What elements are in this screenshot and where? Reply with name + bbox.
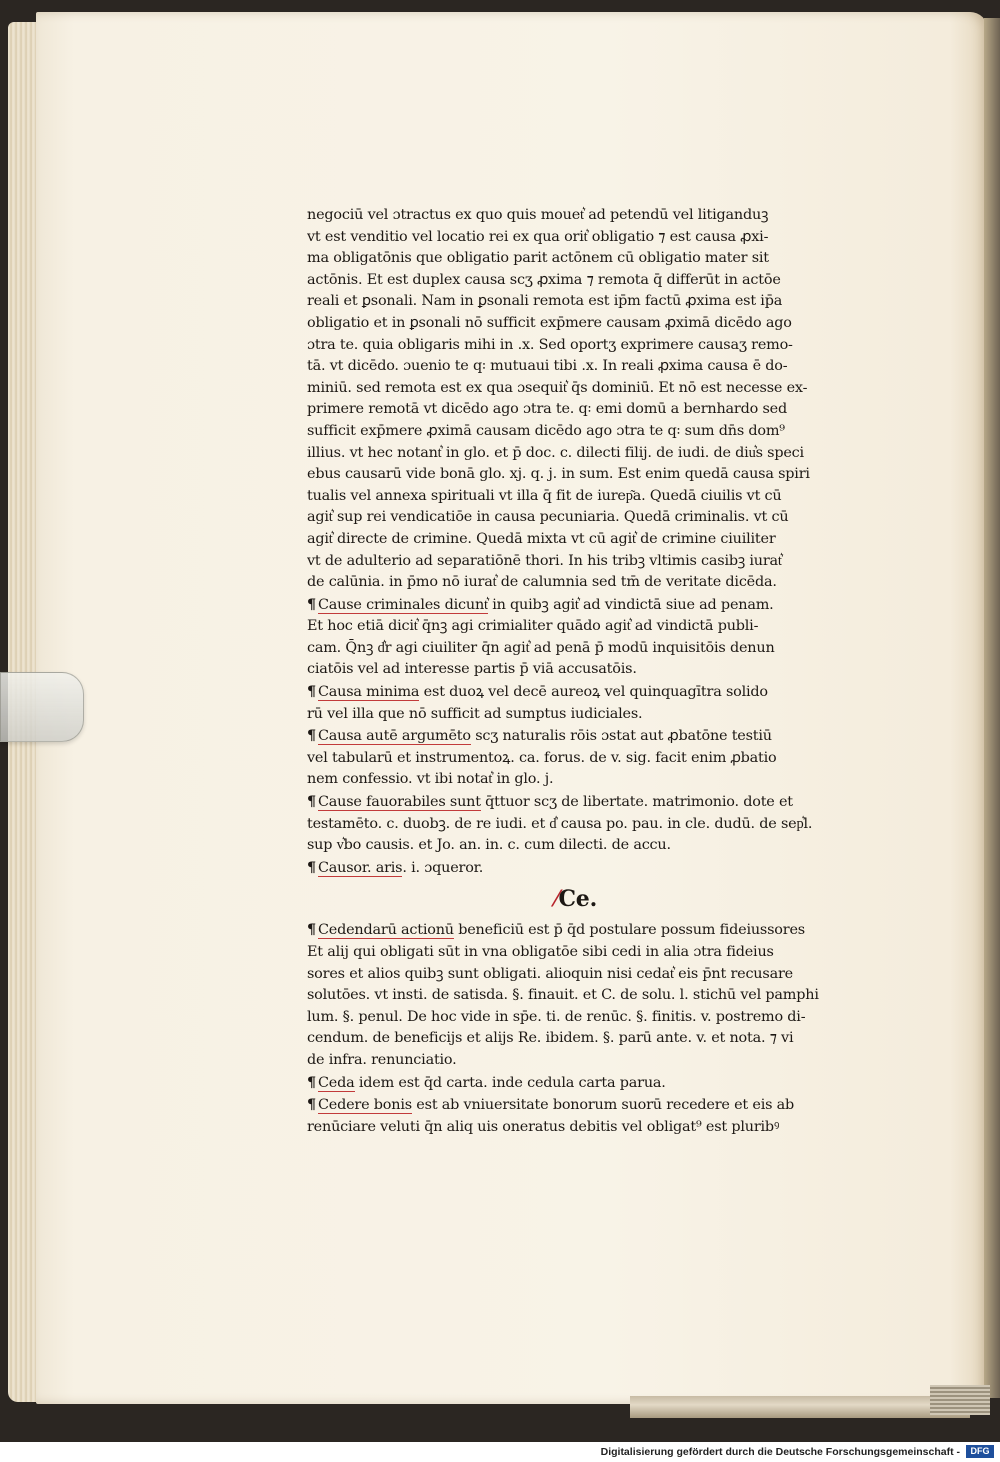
line-text: obligatio et in ꝑsonali nō sufficit exp̄mere causam ꝓximā dicēdo ago [307, 314, 792, 331]
paragraph-mark-icon: ¶ [307, 595, 316, 613]
text-line [307, 681, 907, 704]
line-text: cendum. de beneficijs et alijs Re. ibidem. §. parū ante. v. et nota. ⁊ vi [307, 1030, 794, 1047]
text-line [307, 964, 907, 986]
text-line [307, 486, 907, 508]
dfg-logo: DFG [966, 1445, 994, 1458]
line-text: reali et ꝑsonali. Nam in ꝑsonali remota est ip̄m factū ꝓxima est ip̄a [307, 293, 783, 310]
line-text: solutōes. vt insti. de satisda. §. finauit. et C. de solu. l. stichū vel pamphi [307, 987, 819, 1004]
paragraph-mark-icon: ¶ [307, 793, 316, 811]
paragraph-mark-icon: ¶ [307, 727, 316, 745]
text-line [307, 659, 907, 681]
line-text: primere remotā vt dicēdo ago ɔtra te. q꞉ emi domū a bernhardo sed [307, 401, 787, 418]
text-line [307, 507, 907, 529]
line-text: lum. §. penul. De hoc vide in sp̄e. ti. de renūc. §. finitis. v. postremo di- [307, 1008, 806, 1025]
text-line [307, 791, 907, 814]
text-line [307, 814, 907, 836]
text-line [307, 291, 907, 313]
text-line [307, 638, 907, 660]
line-text: cam. Q̄nꝫ d͛r agi ciuiliter q̄n agit͛ ad penā p̄ modū inquisitōis denun [307, 639, 775, 656]
text-line [307, 919, 907, 942]
line-text: scʒ naturalis rōis ɔstat aut ꝓbatōne testiū [470, 728, 772, 745]
text-line [307, 572, 907, 594]
binding-strip [930, 1385, 990, 1415]
text-line [307, 942, 907, 964]
text-line [307, 748, 907, 770]
line-text: idem est q̄d carta. inde cedula carta parua. [354, 1074, 666, 1091]
text-line [307, 1007, 907, 1029]
line-text: tualis vel annexa spirituali vt illa q̄ fit de iurep͂a. Quedā ciuilis vt cū [307, 487, 782, 504]
section-heading-text: Ce. [558, 886, 598, 913]
red-initial-icon: ⁄ [555, 886, 559, 913]
line-text: sores et alios quibꝫ sunt obligati. alioquin nisi cedat͛ eis p̄nt recusare [307, 965, 793, 982]
rubricated-lemma: Causa minima [317, 684, 420, 701]
text-line [307, 270, 907, 292]
line-text: q̄ttuor scʒ de libertate. matrimonio. dote et [480, 794, 793, 811]
text-line [307, 1072, 907, 1095]
rubricated-lemma: Cedere bonis [317, 1097, 412, 1114]
line-text: vt est venditio vel locatio rei ex qua orit͛ obligatio ⁊ est causa ꝓxi- [307, 228, 769, 245]
line-text: testamēto. c. duobꝫ. de re iudi. et d͛ causa po. pau. in cle. dudū. de sep͛l. [307, 815, 813, 832]
incunable-text-column [307, 205, 907, 1138]
line-text: miniū. sed remota est ex qua ɔsequit͛ q̄s dominiū. Et nō est necesse ex- [307, 379, 808, 396]
text-line [307, 985, 907, 1007]
text-line [307, 205, 907, 227]
line-text: agit͛ directe de crimine. Quedā mixta vt cū agit͛ de crimine ciuiliter [307, 530, 776, 547]
text-line [307, 529, 907, 551]
line-text: est ab vniuersitate bonorum suorū recedere et eis ab [411, 1097, 795, 1114]
text-line [307, 857, 907, 880]
line-text: de calūnia. in p̄mo nō iurat͛ de calumnia sed tm̄ de veritate dicēda. [307, 574, 777, 591]
rubricated-lemma: Causor. aris [317, 859, 403, 876]
text-line [307, 1028, 907, 1050]
line-text: vt de adulterio ad separatiōnē thori. In his tribꝫ vltimis casibꝫ iurat͛ [307, 552, 782, 569]
text-line [307, 594, 907, 617]
paragraph-mark-icon: ¶ [307, 1073, 316, 1091]
line-text: vel tabularū et instrumentoꝝ. ca. forus. de v. sig. facit enim ꝓbatio [307, 749, 777, 766]
text-line [307, 464, 907, 486]
line-text: beneficiū est p̄ q̄d postulare possum fideiussores [453, 922, 805, 939]
paragraph-mark-icon: ¶ [307, 921, 316, 939]
text-line [307, 227, 907, 249]
text-line [307, 248, 907, 270]
line-text: sufficit exp̄mere ꝓximā causam dicēdo ago ɔtra te q꞉ sum dn̄s dom⁹ [307, 422, 785, 439]
line-text: de infra. renunciatio. [307, 1051, 457, 1068]
text-line [307, 356, 907, 378]
line-text: Et alij qui obligati sūt in vna obligatōe sibi cedi in alia ɔtra fideius [307, 944, 774, 960]
text-line [307, 378, 907, 400]
text-line [307, 551, 907, 573]
right-binding-shadow [984, 18, 1000, 1398]
line-text: renūciare veluti q̄n aliq uis oneratus debitis vel obligat⁹ est pluribꝰ [307, 1118, 780, 1135]
text-line [307, 725, 907, 748]
page-clip [0, 672, 84, 742]
bottom-page-edge [630, 1396, 970, 1418]
paragraph-mark-icon: ¶ [307, 858, 316, 876]
line-text: ɔtra te. quia obligaris mihi in .x. Sed oportʒ exprimere causaʒ remo- [307, 336, 793, 353]
text-line [307, 769, 907, 791]
line-text: . i. ɔqueror. [402, 859, 484, 876]
line-text: est duoꝝ vel decē aureoꝝ vel quinquagītra solido [419, 684, 768, 701]
text-line [307, 313, 907, 335]
line-text: actōnis. Et est duplex causa scʒ ꝓxima ⁊ remota q̄ differūt in actōe [307, 271, 781, 288]
text-line [307, 335, 907, 357]
line-text: illius. vt hec notant͛ in glo. et p̄ doc. c. dilecti filij. de iudi. de diu͛s speci [307, 444, 804, 461]
rubricated-lemma: Cause fauorabiles sunt [317, 794, 481, 811]
text-line [307, 1117, 907, 1139]
text-line [307, 1050, 907, 1072]
line-text: Et hoc etiā dicit͛ q̄nꝫ agi crimialiter quādo agit͛ ad vindictā publi- [307, 618, 759, 635]
text-line [307, 704, 907, 726]
text-line [307, 443, 907, 465]
line-text: tā. vt dicēdo. ɔuenio te q꞉ mutuaui tibi .x. In reali ꝓxima causa ē do- [307, 358, 788, 375]
funding-credit: Digitalisierung gefördert durch die Deutsche Forschungsgemeinschaft - [600, 1446, 960, 1458]
line-text: in quibꝫ agit͛ ad vindictā siue ad penam. [487, 596, 774, 613]
rubricated-lemma: Ceda [317, 1074, 355, 1091]
text-line [307, 421, 907, 443]
rubricated-lemma: Cedendarū actionū [317, 922, 454, 939]
line-text: negociū vel ɔtractus ex quo quis mouet͛ ad petendū vel litiganduꝫ [307, 207, 769, 223]
line-text: ma obligatōnis que obligatio parit actōnem cū obligatio mater sit [307, 250, 769, 267]
text-line [307, 616, 907, 638]
text-line [307, 399, 907, 421]
rubricated-lemma: Causa autē argumēto [317, 728, 471, 745]
line-text: nem confessio. vt ibi notat͛ in glo. j. [307, 771, 554, 788]
paragraph-mark-icon: ¶ [307, 1096, 316, 1114]
line-text: ciatōis vel ad interesse partis p̄ viā accusatōis. [307, 661, 637, 678]
text-line [307, 835, 907, 857]
line-text: ebus causarū vide bonā glo. xj. q. j. in sum. Est enim quedā causa spiri [307, 466, 810, 483]
line-text: rū vel illa que nō sufficit ad sumptus iudiciales. [307, 705, 643, 722]
line-text: sup v͛bo causis. et Jo. an. in. c. cum dilecti. de accu. [307, 837, 671, 854]
section-heading [307, 879, 907, 919]
rubricated-lemma: Cause criminales dicunt͛ [317, 596, 488, 613]
text-line [307, 1094, 907, 1117]
line-text: agit͛ sup rei vendicatiōe in causa pecuniaria. Quedā criminalis. vt cū [307, 509, 789, 526]
paragraph-mark-icon: ¶ [307, 683, 316, 701]
